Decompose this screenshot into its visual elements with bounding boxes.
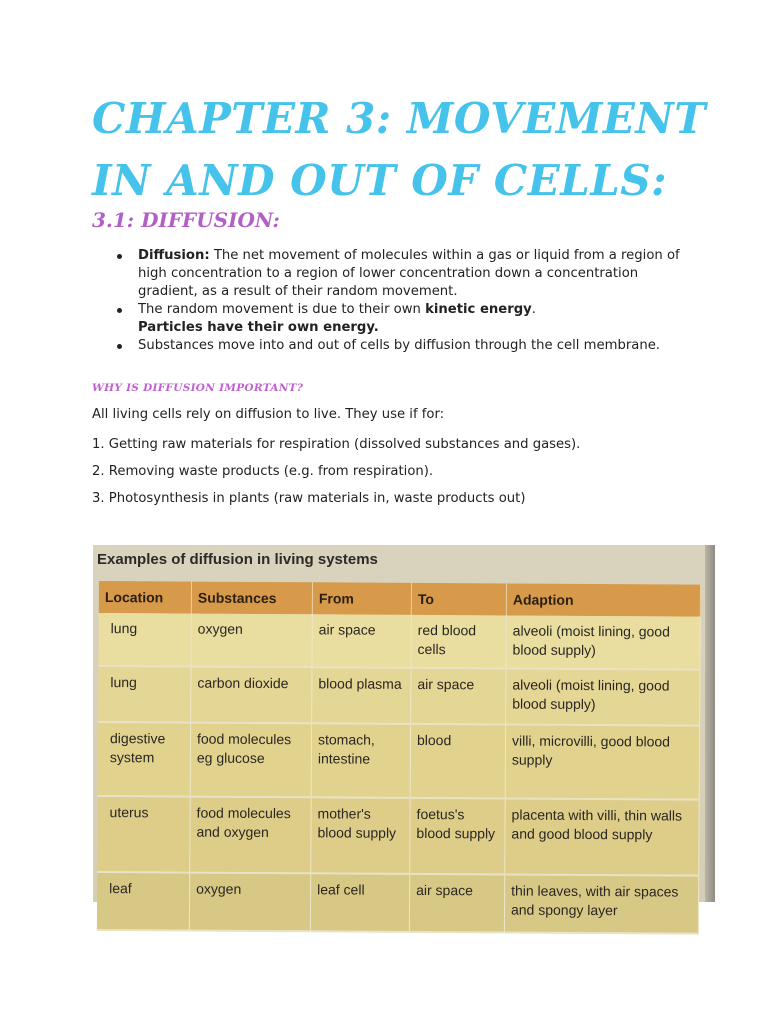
table-cell: food molecules eg glucose: [190, 723, 311, 798]
table-cell: lung: [98, 666, 191, 723]
table-cell: blood plasma: [312, 667, 411, 724]
list-item: [92, 301, 692, 337]
table-cell: blood: [410, 724, 505, 799]
column-header: From: [312, 582, 411, 615]
table-row: [98, 722, 700, 800]
diffusion-examples-table: [97, 581, 701, 935]
table-cell: air space: [312, 614, 411, 668]
definition-text: The net movement of molecules within a gas or liquid from a region of high concentration to a region of lower concentration down a concentration gradient, as a result of their random movement.: [138, 248, 680, 299]
table-cell: air space: [409, 874, 504, 933]
table-cell: leaf cell: [310, 873, 409, 932]
photo-edge-shadow: [705, 545, 715, 902]
table-cell: villi, microvilli, good blood supply: [505, 724, 699, 799]
table-photo: [93, 545, 715, 919]
table-photo-title: Examples of diffusion in living systems: [97, 551, 378, 568]
list-item: [92, 337, 692, 355]
table-header-row: [99, 581, 701, 617]
table-cell: red blood cells: [411, 615, 506, 669]
list-item: [92, 247, 692, 301]
table-cell: uterus: [97, 796, 190, 873]
table-cell: leaf: [97, 872, 190, 931]
column-header: Location: [99, 581, 192, 614]
table-row: [98, 666, 700, 726]
bullet-text: Substances move into and out of cells by diffusion through the cell membrane.: [138, 338, 661, 353]
column-header: Substances: [191, 582, 312, 615]
table-row: [97, 796, 699, 876]
term-kinetic-energy: kinetic energy: [425, 302, 532, 317]
table-cell: air space: [411, 668, 506, 725]
table-cell: stomach, intestine: [311, 723, 410, 798]
table-cell: alveoli (moist lining, good blood supply): [506, 615, 700, 669]
table-cell: oxygen: [189, 873, 310, 932]
bullet-text: The random movement is due to their own: [138, 302, 426, 317]
table-cell: lung: [98, 613, 191, 667]
table-cell: thin leaves, with air spaces and spongy layer: [504, 874, 698, 933]
table-cell: digestive system: [98, 722, 191, 797]
intro-paragraph: All living cells rely on diffusion to live. They use if for:: [92, 407, 445, 422]
bullet-list: [92, 247, 692, 355]
point-3: 3. Photosynthesis in plants (raw materials in, waste products out): [92, 491, 526, 506]
column-header: To: [411, 583, 506, 616]
table-cell: carbon dioxide: [191, 667, 312, 724]
point-1: 1. Getting raw materials for respiration (dissolved substances and gases).: [92, 437, 581, 452]
table-cell: alveoli (moist lining, good blood supply): [506, 668, 700, 725]
point-2: 2. Removing waste products (e.g. from respiration).: [92, 464, 434, 479]
subheading: WHY IS DIFFUSION IMPORTANT?: [92, 382, 304, 394]
table-cell: food molecules and oxygen: [190, 797, 311, 874]
table-row: [98, 613, 700, 670]
term-diffusion: Diffusion:: [138, 248, 210, 263]
table-cell: oxygen: [191, 614, 312, 668]
chapter-title: CHAPTER 3: MOVEMENT IN AND OUT OF CELLS:: [92, 94, 707, 205]
column-header: Adaption: [506, 583, 700, 616]
table-cell: mother's blood supply: [311, 797, 410, 874]
table-cell: placenta with villi, thin walls and good blood supply: [505, 798, 699, 875]
table-cell: foetus's blood supply: [410, 798, 505, 875]
bullet-punctuation: .: [531, 302, 536, 317]
section-heading: 3.1: DIFFUSION:: [92, 208, 280, 232]
table-row: [97, 872, 699, 934]
bold-note: Particles have their own energy.: [138, 320, 379, 335]
